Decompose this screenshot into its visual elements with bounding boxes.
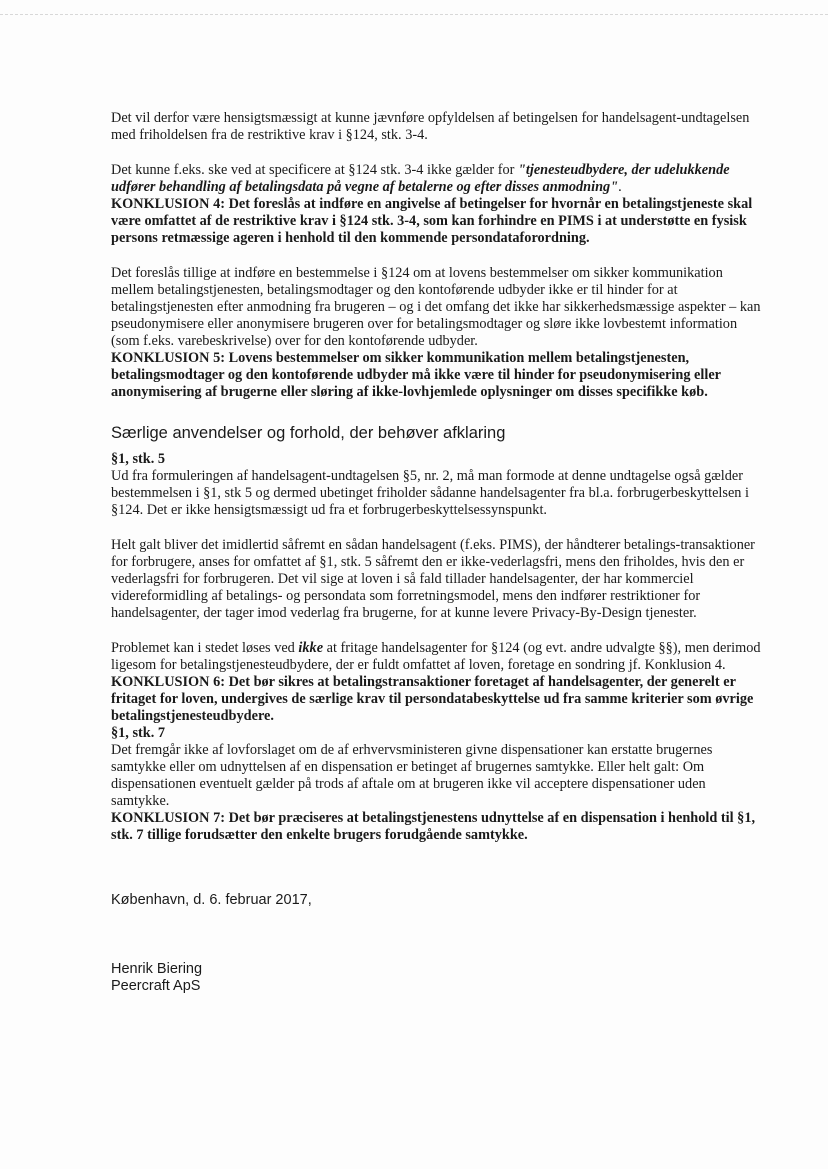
scan-top-rule: [0, 14, 828, 15]
konklusion-6: KONKLUSION 6: Det bør sikres at betalingstransaktioner foretaget af handelsagenter, der generelt er fritaget for loven, undergives de særlige krav til persondatabeskyttelse ud fra samme kriterier som øvrige betalingstjenesteudbydere.: [111, 674, 754, 724]
paragraph-specificere-quote: "tjenesteudbydere, der udelukkende udfører behandling af betalingsdata på vegne af betalerne og efter disses anmodning": [111, 162, 730, 195]
document-body: [111, 110, 761, 995]
place-date: København, d. 6. februar 2017,: [111, 892, 312, 908]
paragraph-specificere: [111, 162, 761, 196]
paragraph-stk5-3-lead: Problemet kan i stedet løses ved: [111, 640, 299, 656]
paragraph-specificere-end: .: [618, 179, 622, 195]
signer-company: Peercraft ApS: [111, 978, 201, 994]
paragraph-bestemmelse: Det foreslås tillige at indføre en bestemmelse i §124 om at lovens bestemmelser om sikker kommunikation mellem betalingstjenesten, betalingsmodtager og den kontoførende udbyder ikke er til hinder for at betalingstjenesten efter anmodning fra brugeren – og i det omfang det ikke har sikkerhedsmæssige aspekter – kan pseudonymisere eller anonymisere brugeren over for betalingsmodtager og sløre ikke lovbestemt information (som f.eks. varebeskrivelse) over for den kontoførende udbyder.: [111, 265, 761, 349]
konklusion-4: KONKLUSION 4: Det foreslås at indføre en angivelse af betingelser for hvornår en betalingstjeneste skal være omfattet af de restriktive krav i §124 stk. 3-4, som kan forhindre en PIMS i at understøtte en fysisk persons retmæssige ageren i henhold til den kommende persondataforordning.: [111, 196, 753, 246]
konklusion-7: KONKLUSION 7: Det bør præciseres at betalingstjenestens udnyttelse af en dispensation i henhold til §1, stk. 7 tillige forudsætter den enkelte brugers forudgående samtykke.: [111, 810, 756, 843]
subheading-stk7: §1, stk. 7: [111, 725, 166, 741]
section-heading: Særlige anvendelser og forhold, der behøver afklaring: [111, 424, 506, 442]
paragraph-stk5-3: [111, 640, 761, 674]
paragraph-specificere-lead: Det kunne f.eks. ske ved at specificere at §124 stk. 3-4 ikke gælder for: [111, 162, 518, 178]
paragraph-stk5-1: Ud fra formuleringen af handelsagent-undtagelsen §5, nr. 2, må man formode at denne undtagelse også gælder bestemmelsen i §1, stk 5 og dermed ubetinget friholder sådanne handelsagenter fra bl.a. forbrugerbeskyttelsen i §124. Det er ikke hensigtsmæssigt ud fra et forbrugerbeskyttelsessynspunkt.: [111, 468, 749, 518]
konklusion-5: KONKLUSION 5: Lovens bestemmelser om sikker kommunikation mellem betalingstjenesten, betalingsmodtager og den kontoførende udbyder må ikke være til hinder for pseudonymisering eller anonymisering af brugerne eller sløring af ikke-lovhjemlede oplysninger om disses specifikke køb.: [111, 350, 721, 400]
paragraph-hensigtsmaessigt: Det vil derfor være hensigtsmæssigt at kunne jævnføre opfyldelsen af betingelsen for handelsagent-undtagelsen med friholdelsen fra de restriktive krav i §124, stk. 3-4.: [111, 110, 750, 143]
subheading-stk5: §1, stk. 5: [111, 451, 166, 467]
paragraph-stk7: Det fremgår ikke af lovforslaget om de af erhvervsministeren givne dispensationer kan erstatte brugernes samtykke eller om udnyttelsen af en dispensation er betinget af brugernes samtykke. Eller helt galt: Om dispensationen eventuelt gælder på trods af aftale om at brugeren ikke vil acceptere dispensationer uden samtykke.: [111, 742, 713, 809]
paragraph-stk5-2: Helt galt bliver det imidlertid såfremt en sådan handelsagent (f.eks. PIMS), der håndterer betalings-transaktioner for forbrugere, anses for omfattet af §1, stk. 5 såfremt den er ikke-vederlagsfri, mens den friholdes, hvis den er vederlagsfri for forbrugeren. Det vil sige at loven i så fald tillader handelsagenter, der har kommerciel videreformidling af betalings- og persondata som forretningsmodel, mens den indfører restriktioner for handelsagenter, der tager imod vederlag fra brugerne, for at kunne levere Privacy-By-Design tjenester.: [111, 537, 755, 621]
paragraph-stk5-3-rest: at fritage handelsagenter for §124 (og evt. andre udvalgte §§), men derimod ligesom for betalingstjenesteudbydere, der er fuldt omfattet af loven, foretage en sondring jf. Konklusion 4.: [111, 640, 761, 673]
signer-name: Henrik Biering: [111, 961, 203, 977]
paragraph-stk5-3-emphasis: ikke: [298, 640, 324, 656]
